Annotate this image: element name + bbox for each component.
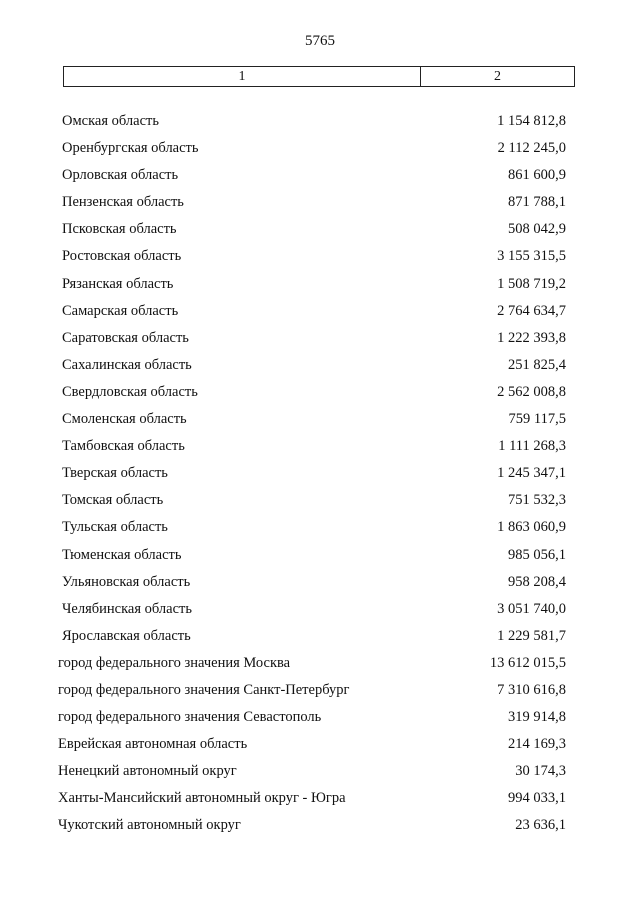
table-row [0, 517, 640, 544]
page-number: 5765 [305, 33, 335, 49]
table-row [0, 788, 640, 815]
region-name: Чукотский автономный округ [58, 817, 241, 834]
region-value: 759 117,5 [508, 411, 566, 428]
table-row [0, 626, 640, 653]
table-row [0, 355, 640, 382]
region-name: Томская область [62, 492, 164, 509]
table-row [0, 490, 640, 517]
region-name: город федерального значения Санкт-Петербург [58, 681, 350, 698]
table-row [0, 463, 640, 490]
region-value: 251 825,4 [508, 356, 566, 373]
region-value: 1 508 719,2 [497, 275, 566, 292]
region-name: Рязанская область [62, 275, 174, 292]
region-value: 508 042,9 [508, 221, 566, 238]
region-value: 7 310 616,8 [497, 681, 566, 698]
region-value: 23 636,1 [515, 817, 566, 834]
region-name: Псковская область [62, 221, 177, 238]
region-name: Омская область [62, 113, 159, 129]
region-name: Ростовская область [62, 248, 182, 265]
region-name: Ярославская область [62, 627, 191, 644]
region-value: 2 112 245,0 [497, 140, 566, 157]
table-row [0, 274, 640, 301]
table-body [0, 111, 640, 843]
table-row [0, 382, 640, 409]
table-row [0, 165, 640, 192]
region-name: Орловская область [62, 167, 179, 184]
region-name: Тюменская область [62, 546, 182, 563]
region-value: 958 208,4 [508, 573, 566, 590]
table-row [0, 815, 640, 842]
region-name: Смоленская область [62, 411, 187, 428]
table-row [0, 328, 640, 355]
region-name: Ульяновская область [62, 573, 191, 590]
region-value: 319 914,8 [508, 709, 566, 726]
region-value: 1 111 268,3 [498, 438, 566, 455]
table-row [0, 192, 640, 219]
region-name: Челябинская область [62, 600, 192, 617]
region-name: Тверская область [62, 465, 168, 482]
column-header-1: 1 [64, 67, 421, 86]
table-row [0, 219, 640, 246]
region-value: 3 051 740,0 [497, 600, 566, 617]
region-name: Оренбургская область [62, 140, 199, 157]
table-header [63, 66, 575, 87]
table-row [0, 436, 640, 463]
region-value: 2 562 008,8 [497, 383, 566, 400]
region-value: 1 154 812,8 [497, 113, 566, 129]
table-row [0, 246, 640, 273]
region-name: Пензенская область [62, 194, 184, 211]
region-value: 994 033,1 [508, 790, 566, 807]
table-row [0, 680, 640, 707]
region-value: 1 245 347,1 [497, 465, 566, 482]
region-name: Свердловская область [62, 383, 198, 400]
region-name: город федерального значения Севастополь [58, 709, 322, 726]
region-name: Самарская область [62, 302, 179, 319]
region-value: 214 169,3 [508, 736, 566, 753]
region-name: Тамбовская область [62, 438, 185, 455]
region-value: 861 600,9 [508, 167, 566, 184]
region-name: Ненецкий автономный округ [58, 763, 237, 780]
column-header-2: 2 [494, 68, 501, 84]
table-row [0, 545, 640, 572]
region-name: город федерального значения Москва [58, 654, 291, 671]
table-row [0, 111, 640, 138]
table-row [0, 653, 640, 680]
region-value: 1 229 581,7 [497, 627, 566, 644]
region-name: Еврейская автономная область [58, 736, 248, 753]
region-name: Саратовская область [62, 329, 189, 346]
region-value: 3 155 315,5 [497, 248, 566, 265]
region-value: 2 764 634,7 [497, 302, 566, 319]
region-value: 751 532,3 [508, 492, 566, 509]
region-value: 1 863 060,9 [497, 519, 566, 536]
table-row [0, 707, 640, 734]
table-row [0, 301, 640, 328]
table-row [0, 734, 640, 761]
table-row [0, 572, 640, 599]
region-value: 985 056,1 [508, 546, 566, 563]
table-row [0, 409, 640, 436]
region-name: Тульская область [62, 519, 168, 536]
region-name: Ханты-Мансийский автономный округ - Югра [58, 790, 346, 807]
table-row [0, 138, 640, 165]
region-value: 30 174,3 [515, 763, 566, 780]
region-name: Сахалинская область [62, 356, 192, 373]
table-row [0, 599, 640, 626]
region-value: 13 612 015,5 [489, 654, 566, 671]
region-value: 871 788,1 [508, 194, 566, 211]
table-row [0, 761, 640, 788]
region-value: 1 222 393,8 [497, 329, 566, 346]
